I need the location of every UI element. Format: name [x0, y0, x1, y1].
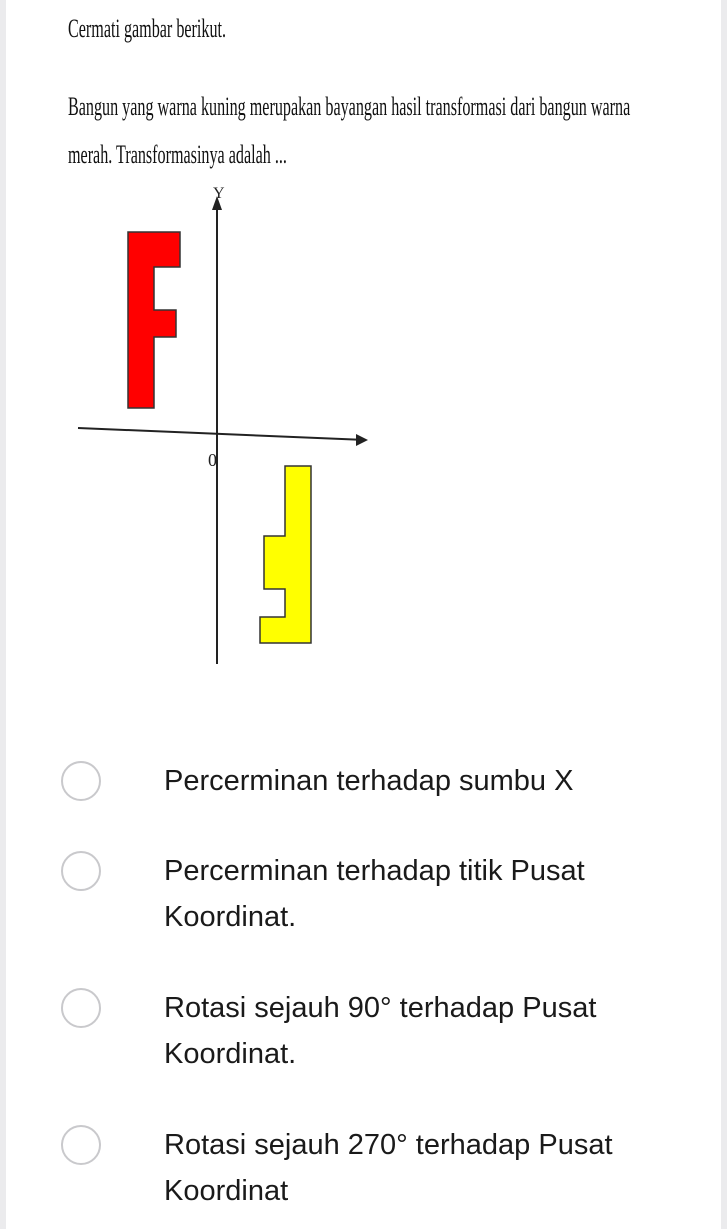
transformation-figure: [6, 180, 426, 680]
x-axis: [78, 428, 366, 440]
radio-button[interactable]: [61, 988, 101, 1028]
y-axis-label: Y: [213, 185, 225, 202]
question-text-line-2: merah. Transformasinya adalah ...: [68, 140, 287, 169]
answer-option-1[interactable]: [6, 758, 721, 818]
option-label: Percerminan terhadap titik Pusat Koordinat.: [164, 855, 585, 933]
answer-option-2[interactable]: [6, 848, 721, 948]
answer-option-3[interactable]: [6, 985, 721, 1085]
origin-label: 0: [208, 450, 217, 470]
option-label: Rotasi sejauh 90° terhadap Pusat Koordinat.: [164, 992, 597, 1070]
question-card: [6, 0, 721, 1229]
option-label: Rotasi sejauh 270° terhadap Pusat Koordinat: [164, 1129, 613, 1207]
red-f-shape: [128, 232, 180, 408]
radio-button[interactable]: [61, 1125, 101, 1165]
answer-option-4[interactable]: [6, 1122, 721, 1222]
radio-button[interactable]: [61, 851, 101, 891]
radio-button[interactable]: [61, 761, 101, 801]
option-label: Percerminan terhadap sumbu X: [164, 765, 574, 797]
yellow-image-shape: [260, 466, 311, 643]
x-axis-arrow: [356, 434, 368, 446]
question-text-line-1: Bangun yang warna kuning merupakan bayangan hasil transformasi dari bangun warna: [68, 92, 631, 121]
question-intro: Cermati gambar berikut.: [68, 14, 227, 43]
